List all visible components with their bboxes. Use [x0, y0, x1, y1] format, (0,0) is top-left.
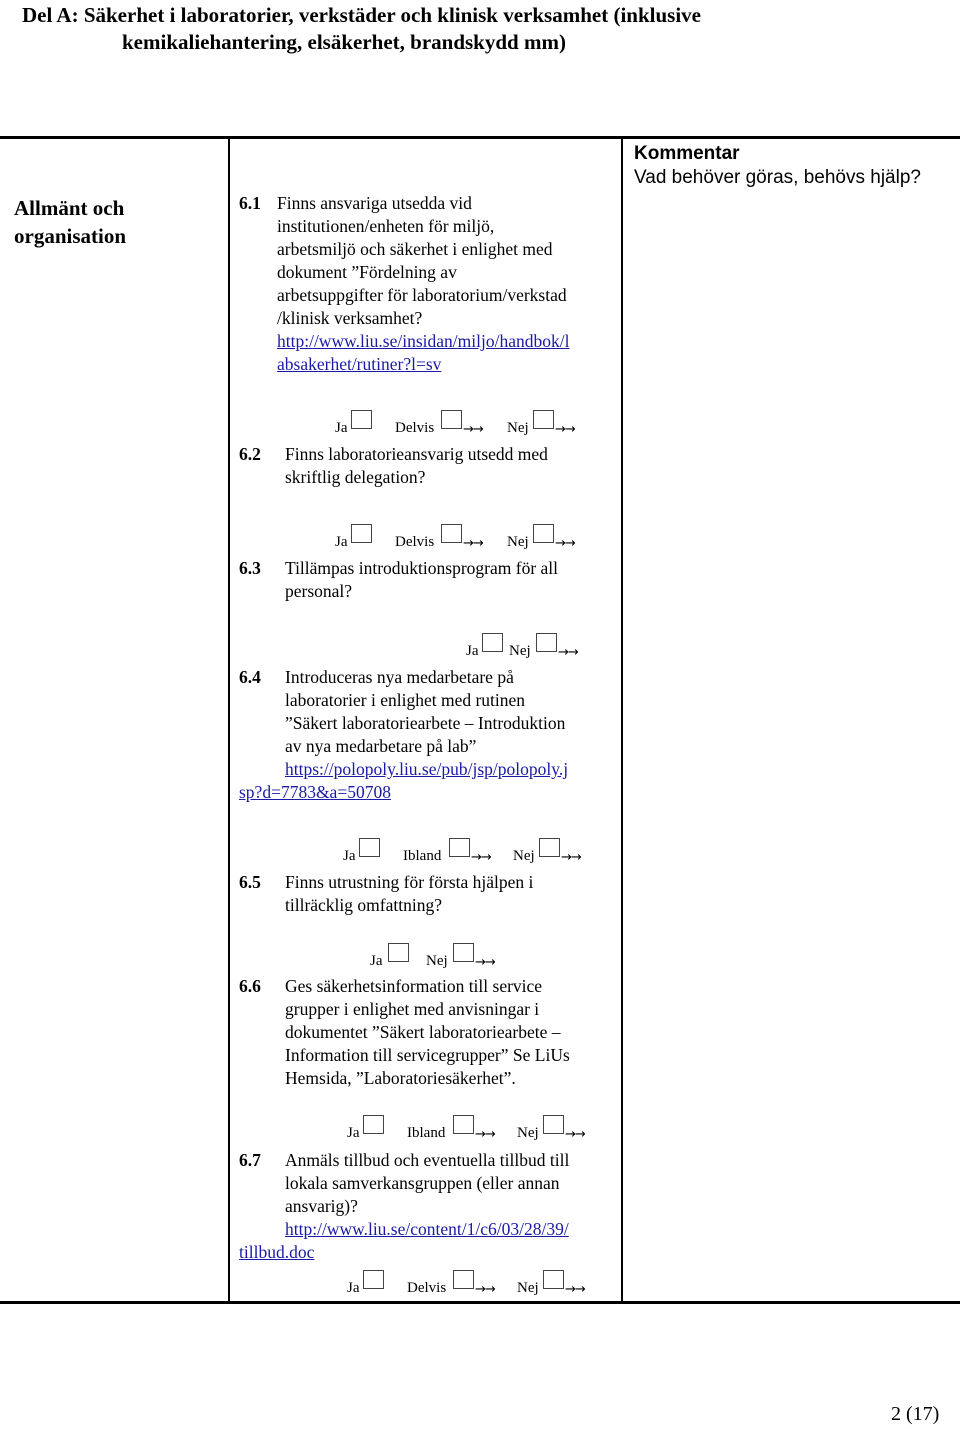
answer-row-6-3	[466, 643, 606, 665]
question-number: 6.4	[239, 667, 261, 687]
reference-link[interactable]: tillbud.doc	[239, 1242, 315, 1262]
question-line: Tillämpas introduktionsprogram för all	[285, 558, 559, 578]
checkbox-nej[interactable]	[453, 943, 474, 962]
question-number: 6.1	[239, 193, 261, 213]
question-line: /klinisk verksamhet?	[277, 308, 423, 328]
question-line: Ges säkerhetsinformation till service	[285, 976, 543, 996]
question-line: Information till servicegrupper” Se LiUs	[285, 1045, 570, 1065]
answer-label-nej: Nej	[507, 534, 529, 550]
question-line: Anmäls tillbud och eventuella tillbud till	[285, 1150, 570, 1170]
checkbox-delvis[interactable]	[453, 1270, 474, 1289]
arrow-icon: →→	[561, 850, 581, 865]
reference-link[interactable]: https://polopoly.liu.se/pub/jsp/polopoly.j	[285, 759, 569, 779]
column-divider-1	[228, 136, 230, 1304]
answer-row-6-7	[347, 1280, 607, 1302]
answer-row-6-6	[347, 1125, 607, 1147]
answer-label-nej: Nej	[426, 953, 448, 969]
checkbox-ja[interactable]	[388, 943, 409, 962]
question-line: dokument ”Fördelning av	[277, 262, 457, 282]
answer-label-ibland: Ibland	[407, 1125, 446, 1141]
question-number: 6.6	[239, 976, 261, 996]
answer-label-ibland: Ibland	[403, 848, 442, 864]
checkbox-delvis[interactable]	[441, 524, 462, 543]
arrow-icon: →→	[475, 1127, 495, 1142]
answer-label-nej: Nej	[507, 420, 529, 436]
question-line: personal?	[285, 581, 353, 601]
question-line: tillräcklig omfattning?	[285, 895, 442, 915]
arrow-icon: →→	[565, 1127, 585, 1142]
answer-label-nej: Nej	[517, 1280, 539, 1296]
column-divider-2	[621, 136, 623, 1304]
question-6-5	[239, 871, 619, 921]
checkbox-delvis[interactable]	[441, 410, 462, 429]
title-line-1: Del A: Säkerhet i laboratorier, verkstäder och klinisk verksamhet (inklusive	[22, 3, 701, 27]
comment-heading: Kommentar	[634, 143, 740, 164]
checkbox-ibland[interactable]	[453, 1115, 474, 1134]
question-line: ansvarig)?	[285, 1196, 358, 1216]
answer-row-6-4	[343, 848, 603, 870]
question-line: Introduceras nya medarbetare på	[285, 667, 514, 687]
document-title	[22, 2, 942, 56]
question-line: Finns utrustning för första hjälpen i	[285, 872, 534, 892]
arrow-icon: →→	[475, 955, 495, 970]
arrow-icon: →→	[555, 422, 575, 437]
question-line: arbetsuppgifter för laboratorium/verkstad	[277, 285, 567, 305]
answer-label-ja: Ja	[466, 643, 479, 659]
section-label-line-1: Allmänt och	[14, 196, 125, 220]
checkbox-nej[interactable]	[543, 1270, 564, 1289]
question-line: ”Säkert laboratoriearbete – Introduktion	[285, 713, 566, 733]
answer-label-ja: Ja	[347, 1125, 360, 1141]
section-label	[14, 194, 214, 250]
checkbox-nej[interactable]	[533, 524, 554, 543]
comment-subheading: Vad behöver göras, behövs hjälp?	[634, 167, 921, 188]
arrow-icon: →→	[463, 422, 483, 437]
checkbox-ja[interactable]	[482, 633, 503, 652]
question-number: 6.3	[239, 558, 261, 578]
checkbox-nej[interactable]	[533, 410, 554, 429]
checkbox-ja[interactable]	[351, 524, 372, 543]
table-top-border	[0, 136, 960, 139]
checkbox-nej[interactable]	[539, 838, 560, 857]
checkbox-nej[interactable]	[543, 1115, 564, 1134]
checkbox-ibland[interactable]	[449, 838, 470, 857]
checkbox-ja[interactable]	[363, 1115, 384, 1134]
question-line: lokala samverkansgruppen (eller annan	[285, 1173, 560, 1193]
answer-row-6-2	[335, 534, 595, 556]
reference-link[interactable]: http://www.liu.se/insidan/miljo/handbok/l	[277, 331, 570, 351]
answer-label-nej: Nej	[513, 848, 535, 864]
page-number: 2 (17)	[891, 1403, 940, 1425]
arrow-icon: →→	[558, 645, 578, 660]
answer-label-ja: Ja	[335, 420, 348, 436]
reference-link[interactable]: absakerhet/rutiner?l=sv	[277, 354, 442, 374]
question-6-6	[239, 975, 619, 1095]
question-6-2	[239, 443, 619, 493]
question-line: av nya medarbetare på lab”	[285, 736, 477, 756]
arrow-icon: →→	[463, 536, 483, 551]
answer-label-delvis: Delvis	[407, 1280, 447, 1296]
arrow-icon: →→	[555, 536, 575, 551]
question-line: dokumentet ”Säkert laboratoriearbete –	[285, 1022, 561, 1042]
question-line: arbetsmiljö och säkerhet i enlighet med	[277, 239, 553, 259]
question-number: 6.2	[239, 444, 261, 464]
answer-row-6-5	[370, 953, 510, 975]
checkbox-ja[interactable]	[359, 838, 380, 857]
arrow-icon: →→	[471, 850, 491, 865]
arrow-icon: →→	[565, 1282, 585, 1297]
answer-label-ja: Ja	[335, 534, 348, 550]
question-line: Hemsida, ”Laboratoriesäkerhet”.	[285, 1068, 516, 1088]
checkbox-ja[interactable]	[351, 410, 372, 429]
question-line: laboratorier i enlighet med rutinen	[285, 690, 526, 710]
reference-link[interactable]: sp?d=7783&a=50708	[239, 782, 391, 802]
checkbox-ja[interactable]	[363, 1270, 384, 1289]
answer-label-nej: Nej	[517, 1125, 539, 1141]
answer-label-ja: Ja	[343, 848, 356, 864]
question-6-1	[239, 192, 619, 382]
arrow-icon: →→	[475, 1282, 495, 1297]
question-6-4	[239, 666, 619, 806]
question-line: grupper i enlighet med anvisningar i	[285, 999, 540, 1019]
answer-label-nej: Nej	[509, 643, 531, 659]
checkbox-nej[interactable]	[536, 633, 557, 652]
question-line: institutionen/enheten för miljö,	[277, 216, 495, 236]
answer-label-ja: Ja	[370, 953, 383, 969]
question-number: 6.7	[239, 1150, 261, 1170]
question-6-3	[239, 557, 619, 607]
question-6-7	[239, 1149, 619, 1269]
reference-link[interactable]: http://www.liu.se/content/1/c6/03/28/39/	[285, 1219, 569, 1239]
question-line: Finns laboratorieansvarig utsedd med	[285, 444, 548, 464]
question-number: 6.5	[239, 872, 261, 892]
question-line: Finns ansvariga utsedda vid	[277, 193, 472, 213]
answer-row-6-1	[335, 420, 595, 442]
answer-label-delvis: Delvis	[395, 420, 435, 436]
section-label-line-2: organisation	[14, 224, 127, 248]
answer-label-ja: Ja	[347, 1280, 360, 1296]
title-line-2: kemikaliehantering, elsäkerhet, brandskydd mm)	[122, 30, 566, 54]
answer-label-delvis: Delvis	[395, 534, 435, 550]
question-line: skriftlig delegation?	[285, 467, 426, 487]
